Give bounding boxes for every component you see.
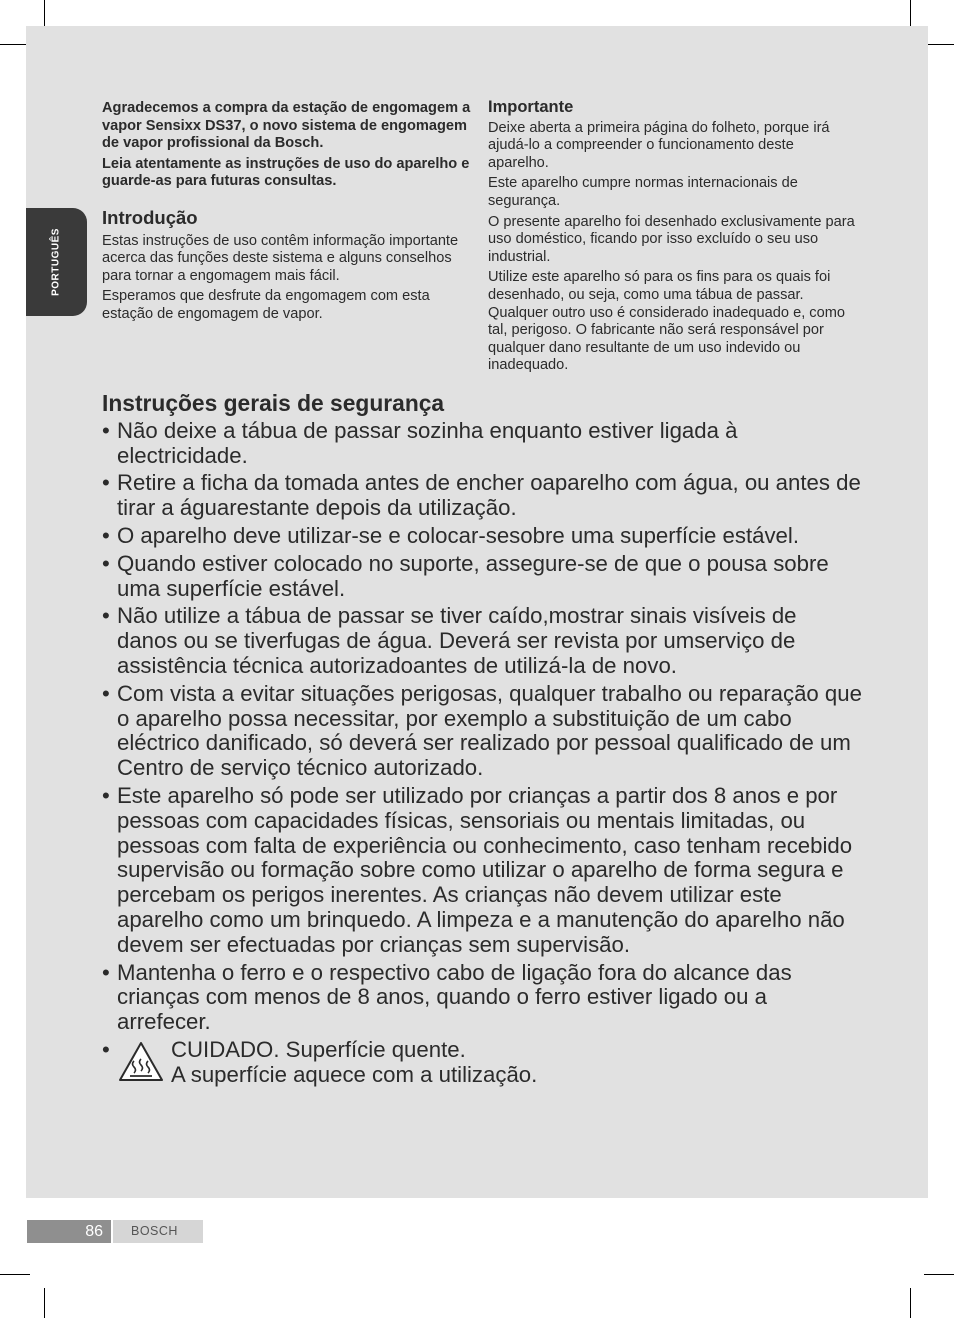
list-item (102, 552, 862, 602)
hot-surface-warning-icon (117, 1040, 165, 1084)
warning-line-1: CUIDADO. Superfície quente. (171, 1036, 466, 1062)
hot-surface-warning (117, 1038, 862, 1088)
list-item-text: Com vista a evitar situações perigosas, qualquer trabalho ou reparação que o aparelho possa necessitar, por exemplo a substituição de um cabo eléctrico danificado, só deverá ser realizado por pessoal qualificado de um Centro de serviço técnico autorizado. (117, 680, 862, 781)
bullet: • (102, 959, 110, 985)
list-item-text: Mantenha o ferro e o respectivo cabo de ligação fora do alcance das crianças com menos de 8 anos, quando o ferro estiver ligado ou a arrefecer. (117, 959, 792, 1035)
section-heading-introducao: Introdução (102, 206, 198, 228)
brand-label: BOSCH (113, 1220, 203, 1243)
bullet: • (102, 522, 110, 548)
warning-item (102, 1038, 862, 1088)
bullet: • (102, 417, 110, 443)
list-item-text: Quando estiver colocado no suporte, assegure-se de que o pousa sobre uma superfície estável. (117, 550, 829, 601)
list-item (102, 524, 862, 549)
bullet: • (102, 603, 110, 629)
important-paragraph: Deixe aberta a primeira página do folheto, porque irá ajudá-lo a compreender o funcionamento deste aparelho. (488, 119, 830, 171)
list-item-text: Não utilize a tábua de passar se tiver caído,mostrar sinais visíveis de danos ou se tiverfugas de água. Deverá ser revista por umserviço de assistência técnica autorizadoantes de utilizá-la de novo. (117, 603, 797, 678)
warning-line-2: A superfície aquece com a utilização. (171, 1061, 538, 1087)
page-number: 86 (27, 1220, 111, 1243)
crop-mark (924, 1274, 954, 1275)
crop-mark (910, 1288, 911, 1318)
warning-text (171, 1038, 537, 1088)
bullet: • (102, 680, 110, 706)
crop-mark (924, 44, 954, 45)
list-item-text: Este aparelho só pode ser utilizado por crianças a partir dos 8 anos e por pessoas com capacidades físicas, sensoriais ou mentais limitadas, ou pessoas com falta de experiência ou conhecimento, caso tenham recebido supervisão ou formação sobre como utilizar o aparelho de forma segura e percebam os perigos inerentes. As crianças não devem utilizar este aparelho como um brinquedo. A limpeza e a manutenção do aparelho não devem ser efectuadas por crianças sem supervisão. (117, 782, 853, 957)
crop-mark (44, 1288, 45, 1318)
list-item (102, 682, 862, 781)
important-paragraph: O presente aparelho foi desenhado exclusivamente para uso doméstico, ficando por isso excluído o seu uso industrial. (488, 213, 855, 265)
important-paragraph: Este aparelho cumpre normas internacionais de segurança. (488, 175, 798, 209)
safety-heading: Instruções gerais de segurança (102, 390, 445, 416)
safety-section (102, 391, 862, 1091)
language-tab (26, 208, 87, 316)
bullet: • (102, 1036, 110, 1062)
language-tab-label: PORTUGUÊS (50, 228, 62, 296)
list-item (102, 419, 862, 469)
list-item (102, 604, 862, 678)
list-item-text: Retire a ficha da tomada antes de encher oaparelho com água, ou antes de tirar a águarestante depois da utilização. (117, 470, 861, 521)
intro-thanks: Agradecemos a compra da estação de engomagem a vapor Sensixx DS37, o novo sistema de engomagem de vapor profissional da Bosch. (102, 100, 471, 152)
list-item (102, 471, 862, 521)
bullet: • (102, 550, 110, 576)
list-item (102, 784, 862, 958)
important-paragraph: Utilize este aparelho só para os fins para os quais foi desenhado, ou seja, como uma tábua de passar. Qualquer outro uso é considerado inadequado e, como tal, perigoso. O fabricante não será responsável por qualquer dano resultante de um uso indevido ou inadequado. (488, 269, 845, 374)
section-heading-importante: Importante (488, 98, 574, 116)
intro-read-instructions: Leia atentamente as instruções de uso do aparelho e guarde-as para futuras consultas. (102, 155, 470, 190)
bullet: • (102, 782, 110, 808)
list-item-text: Não deixe a tábua de passar sozinha enquanto estiver ligada à electricidade. (117, 417, 738, 468)
intro-paragraph: Estas instruções de uso contêm informação importante acerca das funções deste sistema e alguns conselhos para tornar a engomagem mais fácil. (102, 232, 459, 284)
intro-paragraph: Esperamos que desfrute da engomagem com esta estação de engomagem de vapor. (102, 288, 430, 322)
safety-list (102, 419, 862, 1088)
list-item (102, 961, 862, 1035)
list-item-text: O aparelho deve utilizar-se e colocar-sesobre uma superfície estável. (117, 522, 799, 548)
crop-mark (0, 1274, 30, 1275)
bullet: • (102, 470, 110, 496)
right-column (488, 99, 858, 378)
left-column (102, 100, 472, 327)
